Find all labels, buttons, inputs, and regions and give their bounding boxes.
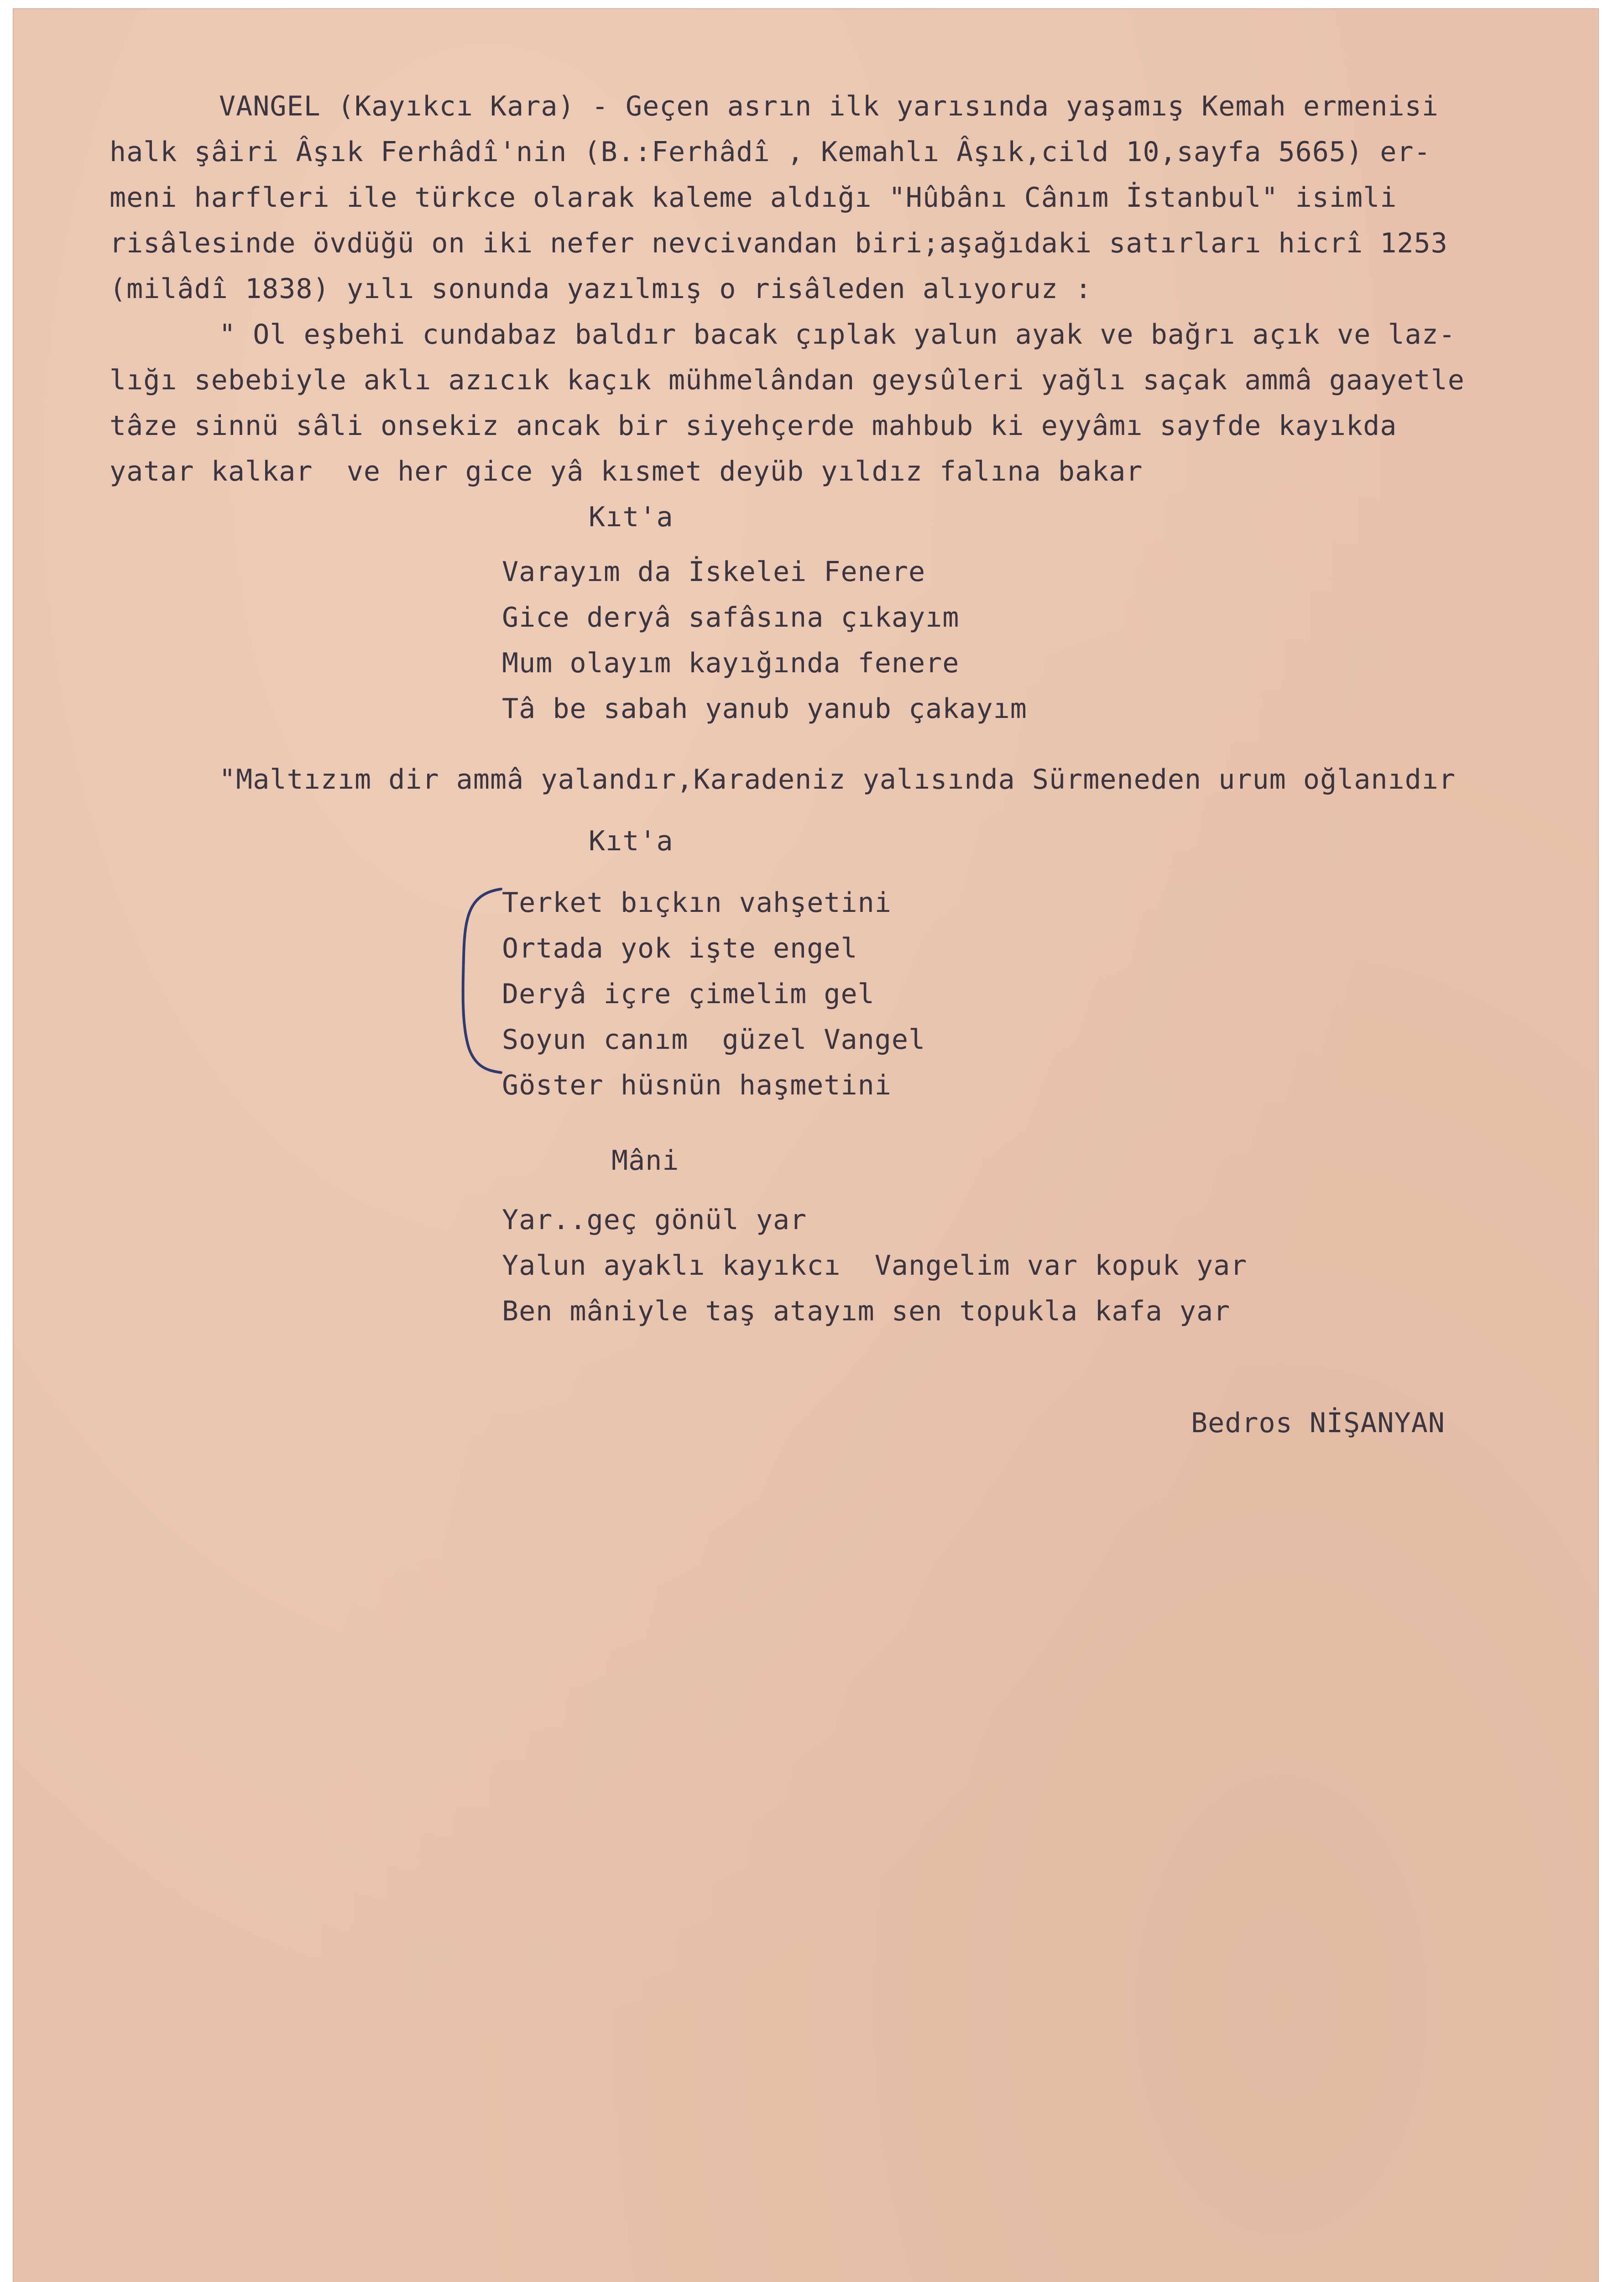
kita-heading: Kıt'a	[589, 825, 674, 857]
verse-line: Göster hüsnün haşmetini	[502, 1069, 892, 1101]
paragraph-line: VANGEL (Kayıkcı Kara) - Geçen asrın ilk yarısında yaşamış Kemah ermenisi	[219, 90, 1439, 122]
quote-line: " Ol eşbehi cundabaz baldır bacak çıplak yalun ayak ve bağrı açık ve laz-	[219, 319, 1456, 351]
pen-bracket-mark	[451, 875, 515, 1081]
verse-line: Mum olayım kayığında fenere	[502, 647, 960, 679]
typed-page	[13, 8, 1599, 2282]
verse-line: Terket bıçkın vahşetini	[502, 887, 892, 919]
paragraph-line: meni harfleri ile türkce olarak kaleme aldığı "Hûbânı Cânım İstanbul" isimli	[110, 182, 1397, 214]
kita-heading: Kıt'a	[589, 501, 674, 533]
verse-line: Ben mâniyle taş atayım sen topukla kafa yar	[502, 1295, 1231, 1327]
quote-line: lığı sebebiyle aklı azıcık kaçık mühmelândan geysûleri yağlı saçak ammâ gaayetle	[110, 364, 1465, 396]
mani-heading: Mâni	[611, 1145, 679, 1177]
paragraph-line: (milâdî 1838) yılı sonunda yazılmış o risâleden alıyoruz :	[110, 273, 1092, 305]
prose-line: "Maltızım dir ammâ yalandır,Karadeniz yalısında Sürmeneden urum oğlanıdır	[219, 764, 1456, 796]
paragraph-line: halk şâiri Âşık Ferhâdî'nin (B.:Ferhâdî , Kemahlı Âşık,cild 10,sayfa 5665) er-	[110, 136, 1431, 168]
quote-line: yatar kalkar ve her gice yâ kısmet deyüb yıldız falına bakar	[110, 455, 1143, 487]
verse-line: Gice deryâ safâsına çıkayım	[502, 602, 960, 633]
quote-line: tâze sinnü sâli onsekiz ancak bir siyehçerde mahbub ki eyyâmı sayfde kayıkda	[110, 410, 1397, 442]
verse-line: Yar..geç gönül yar	[502, 1204, 807, 1236]
verse-line: Varayım da İskelei Fenere	[502, 556, 926, 588]
verse-line: Ortada yok işte engel	[502, 932, 858, 964]
paragraph-line: risâlesinde övdüğü on iki nefer nevcivandan biri;aşağıdaki satırları hicrî 1253	[110, 227, 1448, 259]
verse-line: Soyun canım güzel Vangel	[502, 1024, 926, 1056]
author-signature: Bedros NİŞANYAN	[1191, 1407, 1445, 1439]
verse-line: Tâ be sabah yanub yanub çakayım	[502, 693, 1027, 725]
verse-line: Yalun ayaklı kayıkcı Vangelim var kopuk yar	[502, 1250, 1248, 1282]
verse-line: Deryâ içre çimelim gel	[502, 978, 875, 1010]
